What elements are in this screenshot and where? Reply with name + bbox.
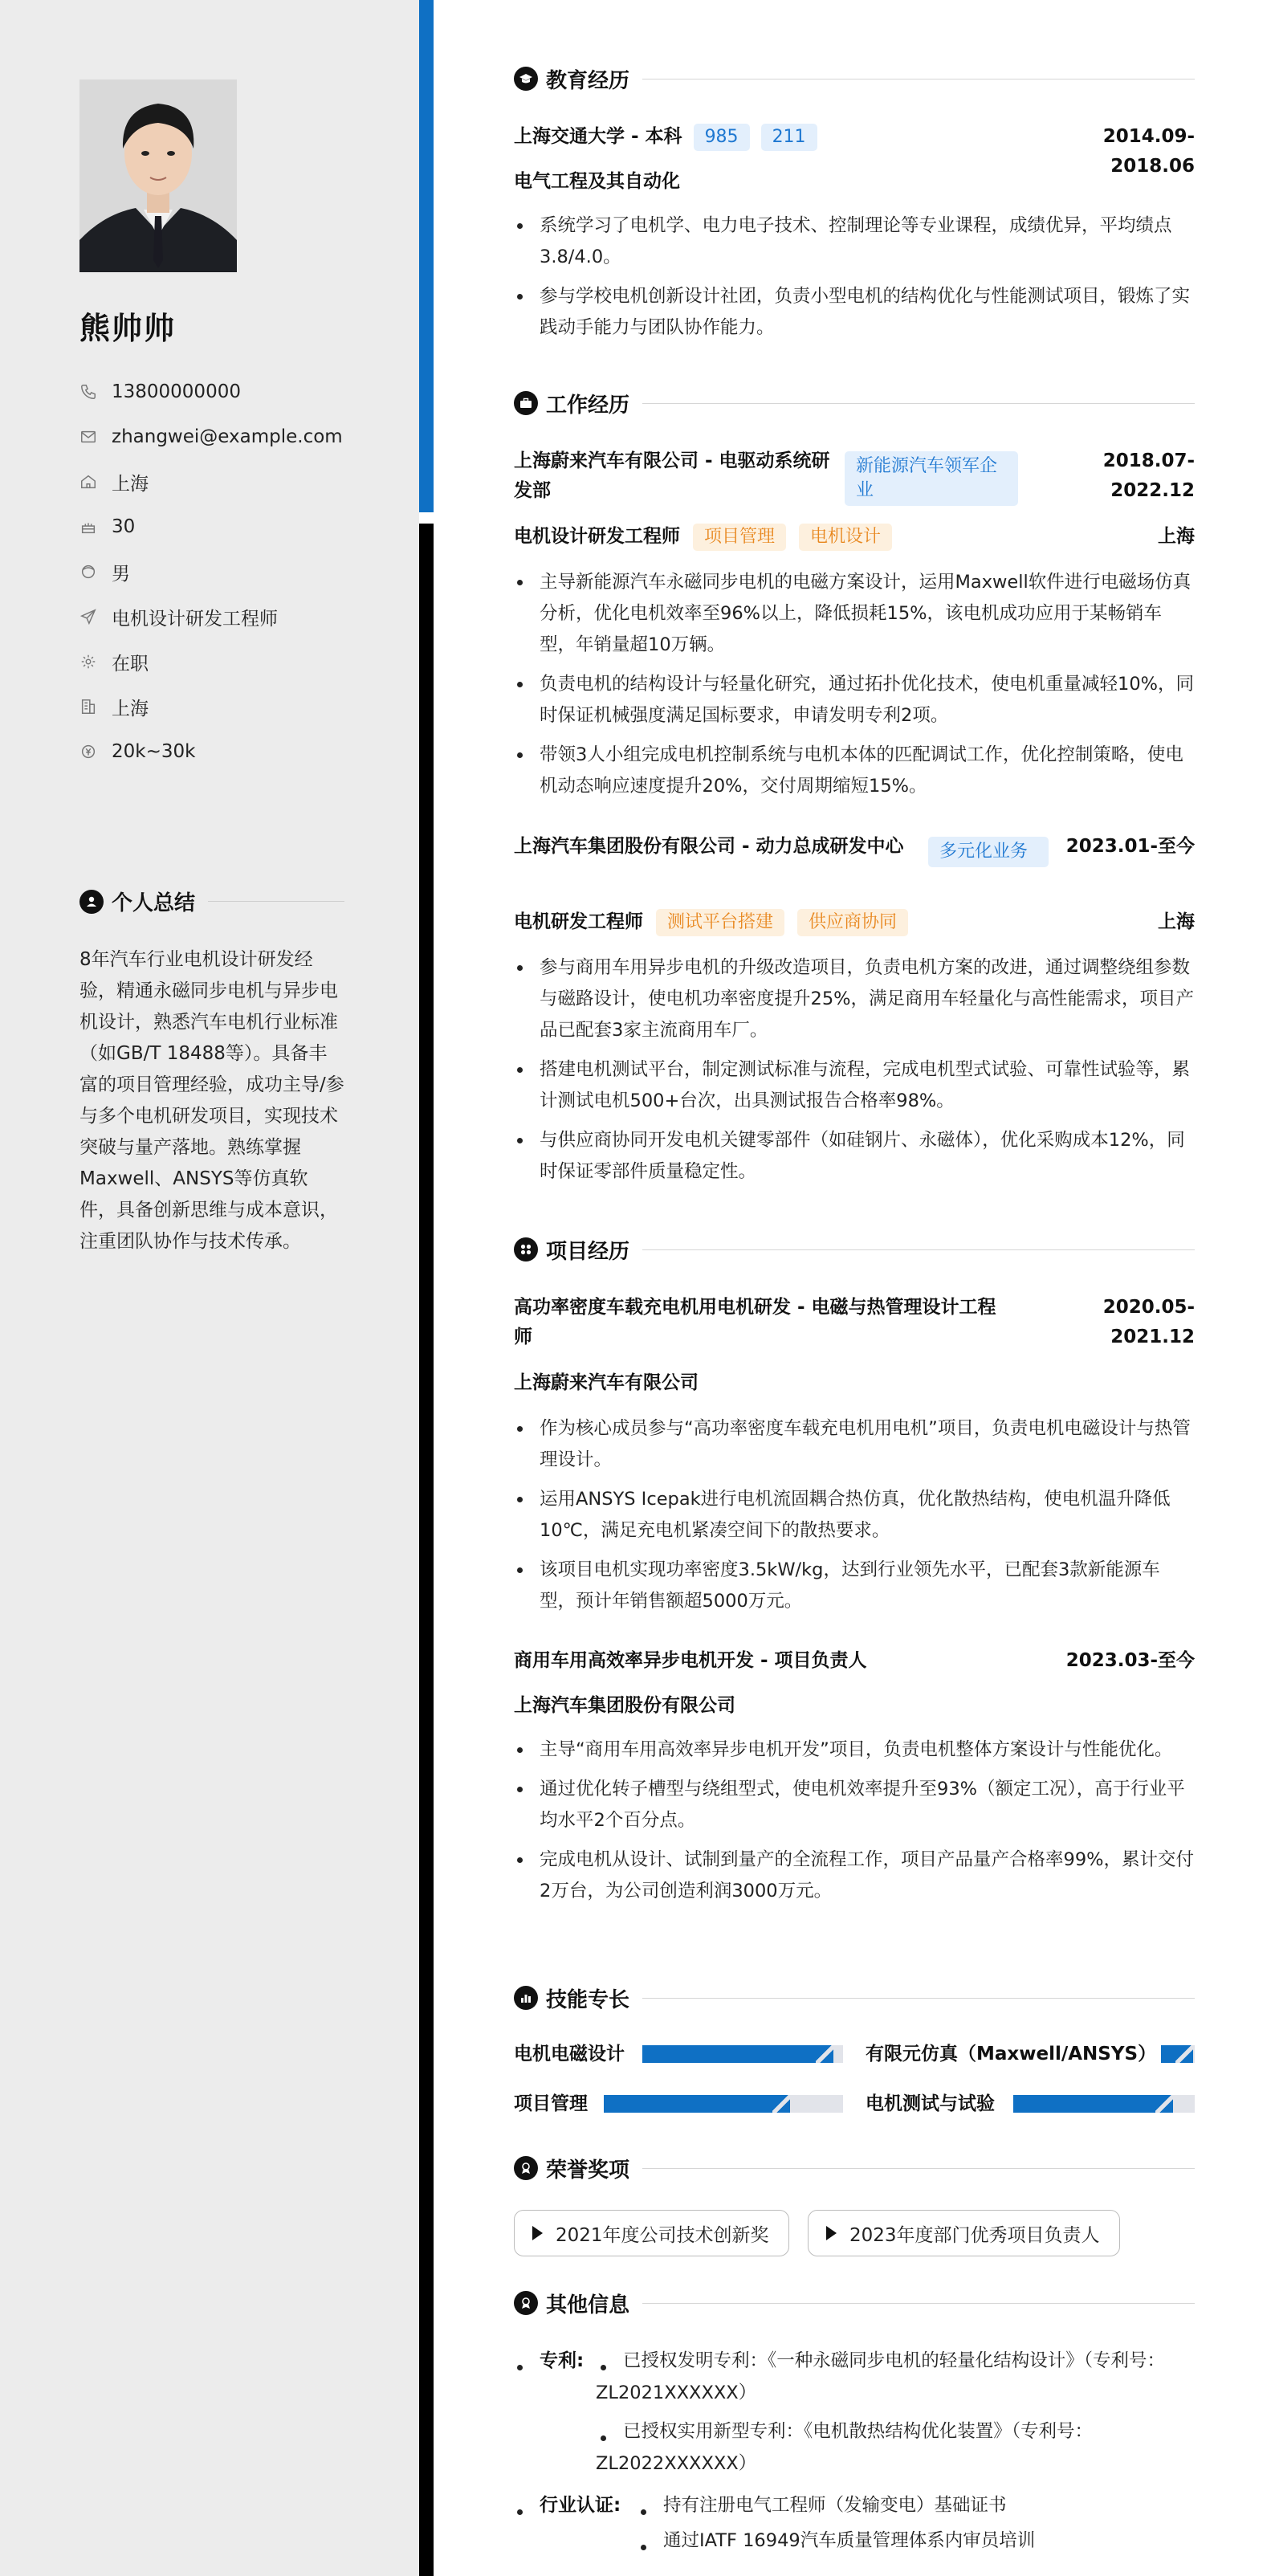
list-item: 搭建电机测试平台，制定测试标准与流程，完成电机型式试验、可靠性试验等，累计测试电机500+台次，出具测试报告合格率98%。: [514, 1054, 1195, 1117]
school-tag: 985: [694, 124, 750, 151]
city-text: 上海: [112, 473, 149, 495]
awards-divider: [642, 2168, 1195, 2169]
list-item: 主导“商用车用高效率异步电机开发”项目，负责电机整体方案设计与性能优化。: [514, 1734, 1195, 1766]
job-location: 上海: [1158, 526, 1195, 547]
phone-icon: [79, 383, 97, 401]
school-name: 上海交通大学 - 本科: [514, 126, 682, 147]
award-icon: [514, 2156, 538, 2180]
project-name: 高功率密度车载充电机用电机研发 - 电磁与热管理设计工程师: [514, 1297, 996, 1347]
education-header: [514, 63, 1195, 95]
building-icon: [79, 698, 97, 715]
email-text: zhangwei@example.com: [112, 426, 343, 447]
summary-header: [79, 887, 344, 916]
skills-header: [514, 1982, 1195, 2014]
job-company: 上海汽车集团股份有限公司 - 动力总成研发中心: [514, 836, 904, 857]
info-icon: [514, 2291, 538, 2315]
info-position: [79, 594, 352, 639]
contact-info-list: [79, 369, 352, 774]
grid-icon: [514, 1237, 538, 1262]
skill-name: 电机测试与试验: [866, 2093, 995, 2114]
role-tag: 项目管理: [693, 524, 786, 551]
position-text: 电机设计研发工程师: [112, 608, 278, 630]
salary-text: 20k~30k: [112, 741, 196, 762]
list-item: 运用ANSYS Icepak进行电机流固耦合热仿真，优化散热结构，使电机温升降低10℃，满足充电机紧凑空间下的散热要求。: [514, 1484, 1195, 1547]
gender-icon: [79, 563, 97, 581]
cert-item: 持有注册电气工程师（发输变电）基础证书: [663, 2495, 1007, 2516]
skills-title: 技能专长: [546, 1987, 630, 2012]
project-date: 2023.03-至今: [1065, 1650, 1195, 1671]
projects-divider: [642, 1249, 1195, 1250]
info-city: [79, 459, 352, 504]
home-icon: [79, 473, 97, 491]
other-header: [514, 2287, 1195, 2319]
job-location: 上海: [1158, 911, 1195, 932]
projects-title: 项目经历: [546, 1239, 630, 1264]
skill-fill-edge: [1155, 2095, 1173, 2113]
skill-fill-edge: [1175, 2045, 1193, 2063]
role-tag: 供应商协同: [797, 909, 908, 936]
list-item: 该项目电机实现功率密度3.5kW/kg，达到行业领先水平，已配套3款新能源车型，预计年销售额超5000万元。: [514, 1555, 1195, 1617]
summary-divider: [208, 901, 344, 902]
bullet-dot: [641, 2545, 646, 2550]
profile-photo: [79, 79, 237, 272]
list-item: 通过优化转子槽型与绕组型式，使电机效率提升至93%（额定工况），高于行业平均水平2个百分点。: [514, 1774, 1195, 1836]
list-item: 主导新能源汽车永磁同步电机的电磁方案设计，运用Maxwell软件进行电磁场仿真分析，优化电机效率至96%以上，降低损耗15%，该电机成功应用于某畅销车型，年销量超10万辆。: [514, 567, 1195, 661]
skill-fill: [604, 2095, 790, 2113]
skill-name: 项目管理: [514, 2093, 588, 2114]
skill-fill-edge: [816, 2045, 833, 2063]
list-item: 与供应商协同开发电机关键零部件（如硅钢片、永磁体），优化采购成本12%，同时保证零部件质量稳定性。: [514, 1125, 1195, 1188]
other-title: 其他信息: [546, 2293, 630, 2317]
work-title: 工作经历: [546, 393, 630, 418]
mail-icon: [79, 428, 97, 446]
bullet-dot: [517, 2365, 523, 2370]
job-bullets: [514, 567, 1195, 810]
skill-bar: [1013, 2095, 1195, 2113]
list-item: 作为核心成员参与“高功率密度车载充电机用电机”项目，负责电机电磁设计与热管理设计。: [514, 1413, 1195, 1476]
accent-bar-blue: [419, 0, 434, 512]
patents-label: 专利:: [540, 2350, 585, 2371]
project-company: 上海蔚来汽车有限公司: [514, 1372, 699, 1393]
project-name: 商用车用高效率异步电机开发 - 项目负责人: [514, 1650, 867, 1671]
job-role-row: [514, 907, 908, 937]
info-phone: [79, 369, 352, 414]
summary-text: 8年汽车行业电机设计研发经验，精通永磁同步电机与异步电机设计，熟悉汽车电机行业标准（如GB/T 18488等）。具备丰富的项目管理经验，成功主导/参与多个电机研发项目，实现技术突破与量产落地。熟练掌握Maxwell、ANSYS等仿真软件，具备创新思维与成本意识，注重团队协作与技术传承。: [79, 949, 344, 1252]
skills-divider: [642, 1998, 1195, 1999]
cake-icon: [79, 518, 97, 536]
info-salary: [79, 729, 352, 774]
certs-label: 行业认证:: [540, 2495, 621, 2516]
accent-bar-black: [419, 524, 434, 2576]
gender-text: 男: [112, 563, 130, 585]
job-date: 2023.01-至今: [1065, 836, 1195, 857]
projects-header: [514, 1233, 1195, 1266]
salary-icon: [79, 743, 97, 760]
info-gender: [79, 549, 352, 594]
skill-bar: [642, 2045, 843, 2063]
status-text: 在职: [112, 653, 149, 675]
sidebar: [0, 0, 419, 2576]
skill-bar: [604, 2095, 843, 2113]
patent-item: 已授权实用新型专利：《电机散热结构优化装置》（专利号：ZL2022XXXXXX）: [596, 2421, 1094, 2474]
school-tag: 211: [761, 124, 817, 151]
work-divider: [642, 403, 1195, 404]
job-company-tag: 新能源汽车领军企业: [845, 451, 1018, 506]
education-school-row: [514, 122, 817, 152]
chart-icon: [514, 1986, 538, 2010]
phone-text: 13800000000: [112, 381, 241, 402]
list-item: 带领3人小组完成电机控制系统与电机本体的匹配调试工作，优化控制策略，使电机动态响应速度提升20%，交付周期缩短15%。: [514, 740, 1195, 802]
list-item: 完成电机从设计、试制到量产的全流程工作，项目产品量产合格率99%，累计交付2万台，为公司创造利润3000万元。: [514, 1844, 1195, 1907]
info-age: [79, 504, 352, 549]
skill-name: 电机电磁设计: [514, 2044, 625, 2064]
skill-fill-edge: [772, 2095, 790, 2113]
play-icon: [826, 2226, 837, 2240]
info-status: [79, 639, 352, 684]
award-text: 2023年度部门优秀项目负责人: [849, 2224, 1100, 2246]
job-date: 2018.07-2022.12: [1102, 450, 1195, 501]
person-name: 熊帅帅: [79, 311, 177, 346]
list-item: 参与商用车用异步电机的升级改造项目，负责电机方案的改进，通过调整绕组参数与磁路设计，使电机功率密度提升25%，满足商用车轻量化与高性能需求，项目产品已配套3家主流商用车厂。: [514, 952, 1195, 1046]
job-company-tag: 多元化业务: [928, 837, 1049, 867]
education-title: 教育经历: [546, 68, 630, 93]
role-tag: 电机设计: [799, 524, 892, 551]
list-item: 系统学习了电机学、电力电子技术、控制理论等专业课程，成绩优异，平均绩点3.8/4.0。: [514, 210, 1195, 273]
job-role: 电机设计研发工程师: [514, 526, 680, 547]
job-role-row: [514, 522, 892, 552]
education-major: 电气工程及其自动化: [514, 171, 680, 192]
role-tag: 测试平台搭建: [656, 909, 784, 936]
skill-name: 有限元仿真（Maxwell/ANSYS）: [866, 2044, 1157, 2064]
info-email: [79, 414, 352, 459]
play-icon: [532, 2226, 543, 2240]
briefcase-icon: [514, 391, 538, 415]
status-icon: [79, 653, 97, 670]
education-bullets: [514, 210, 1195, 352]
education-date: 2014.09-2018.06: [1102, 126, 1195, 177]
summary-title: 个人总结: [112, 891, 196, 915]
patent-item: 已授权发明专利：《一种永磁同步电机的轻量化结构设计》（专利号：ZL2021XXXXXX）: [596, 2350, 1166, 2403]
skills-list: [514, 2040, 1195, 2144]
work-header: [514, 387, 1195, 419]
skill-bar: [1161, 2045, 1195, 2063]
age-text: 30: [112, 516, 136, 537]
bullet-dot: [517, 2509, 523, 2515]
project-date: 2020.05-2021.12: [1102, 1297, 1195, 1347]
awards-title: 荣誉奖项: [546, 2158, 630, 2183]
project-company: 上海汽车集团股份有限公司: [514, 1695, 735, 1716]
info-work-city: [79, 684, 352, 729]
skill-fill: [1013, 2095, 1173, 2113]
cert-item: 通过IATF 16949汽车质量管理体系内审员培训: [663, 2530, 1036, 2551]
user-icon: [79, 890, 104, 914]
job-role: 电机研发工程师: [514, 911, 643, 932]
awards-header: [514, 2152, 1195, 2184]
job-company: 上海蔚来汽车有限公司 - 电驱动系统研发部: [514, 450, 830, 501]
skill-fill: [642, 2045, 833, 2063]
award-chip: [808, 2210, 1120, 2256]
job-bullets: [514, 952, 1195, 1196]
send-icon: [79, 608, 97, 626]
work-city-text: 上海: [112, 698, 149, 719]
project-bullets: [514, 1734, 1195, 1915]
graduation-cap-icon: [514, 67, 538, 91]
list-item: 参与学校电机创新设计社团，负责小型电机的结构优化与性能测试项目，锻炼了实践动手能力与团队协作能力。: [514, 281, 1195, 344]
list-item: 负责电机的结构设计与轻量化研究，通过拓扑优化技术，使电机重量减轻10%，同时保证机械强度满足国标要求，申请发明专利2项。: [514, 669, 1195, 732]
bullet-dot: [641, 2509, 646, 2515]
award-text: 2021年度公司技术创新奖: [556, 2224, 769, 2246]
project-bullets: [514, 1413, 1195, 1625]
other-divider: [642, 2303, 1195, 2304]
award-chip: [514, 2210, 789, 2256]
